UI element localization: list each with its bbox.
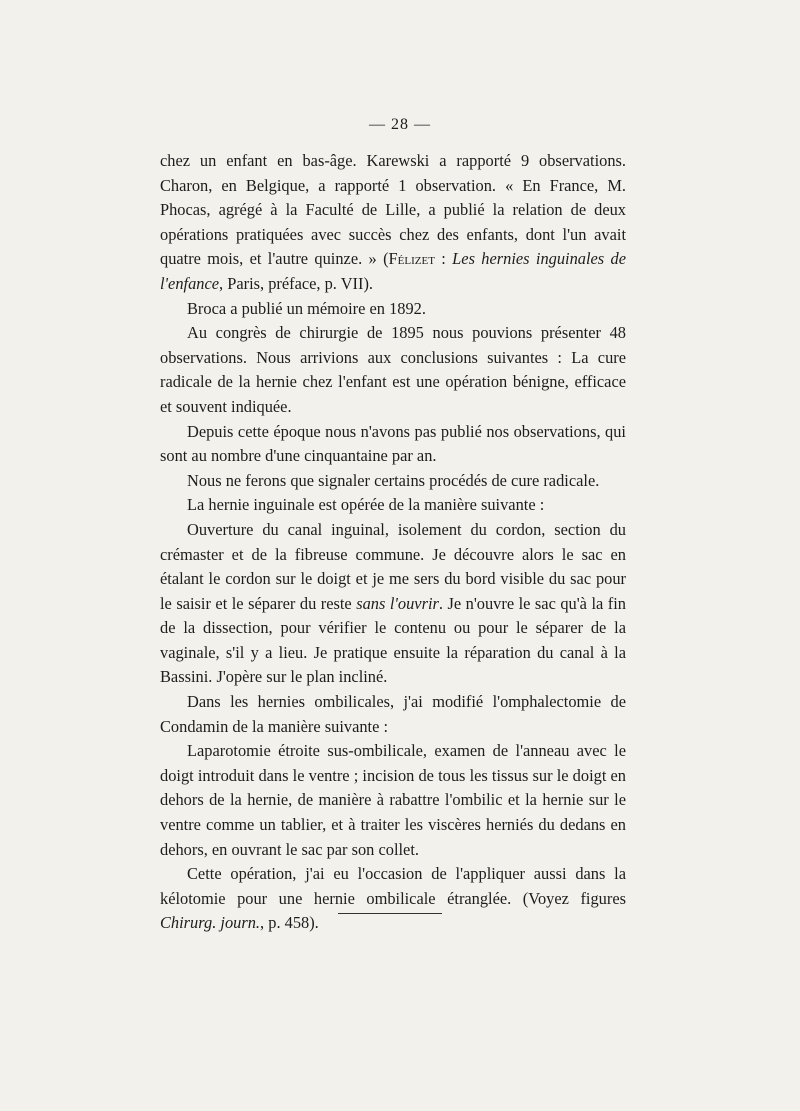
emphasis: sans l'ouvrir <box>356 593 439 613</box>
paragraph: chez un enfant en bas-âge. Karewski a rapporté 9 observations. Charon, en Belgique, a rapporté 1 observation. « En France, M. Phocas, agrégé à la Faculté de Lille, a publié la relation de deux opérations pratiquées avec succès chez des enfants, dont l'un avait quatre mois, et l'autre quinze. » (Félizet : Les hernies inguinales de l'enfance, Paris, préface, p. VII). <box>160 151 626 293</box>
page-number: — 28 — <box>369 116 431 133</box>
body-text <box>160 149 626 936</box>
paragraph: Ouverture du canal inguinal, isolement du cordon, section du crémaster et de la fibreuse commune. Je découvre alors le sac en étalant le cordon sur le doigt et je me sers du bord visible du sac pour le saisir et le séparer du reste sans l'ouvrir. Je n'ouvre le sac qu'à la fin de la dissection, pour vérifier le contenu ou pour le séparer de la vaginale, s'il y a lieu. Je pratique ensuite la réparation du canal à la Bassini. J'opère sur le plan incliné. <box>160 519 626 687</box>
paragraph: Dans les hernies ombilicales, j'ai modifié l'omphalectomie de Condamin de la manière suivante : <box>160 692 626 736</box>
paragraph: Cette opération, j'ai eu l'occasion de l'appliquer aussi dans la kélotomie pour une hernie ombilicale étranglée. (Voyez figures Chirurg. journ., p. 458). <box>160 864 626 933</box>
paragraph: Broca a publié un mémoire en 1892. <box>187 298 426 318</box>
paragraph: La hernie inguinale est opérée de la manière suivante : <box>187 495 545 515</box>
paragraph: Nous ne ferons que signaler certains procédés de cure radicale. <box>187 470 600 490</box>
journal-reference: Chirurg. journ. <box>160 913 261 933</box>
book-title: Les hernies inguinales de l'enfance <box>160 249 626 293</box>
author-name: Félizet <box>388 249 435 269</box>
paragraph: Au congrès de chirurgie de 1895 nous pouvions présenter 48 observations. Nous arrivions aux conclusions suivantes : La cure radicale de la hernie chez l'enfant est une opération bénigne, efficace et souvent indiquée. <box>160 323 626 416</box>
section-divider <box>338 913 442 914</box>
paragraph: Depuis cette époque nous n'avons pas publié nos observations, qui sont au nombre d'une cinquantaine par an. <box>160 421 626 466</box>
paragraph: Laparotomie étroite sus-ombilicale, examen de l'anneau avec le doigt introduit dans le ventre ; incision de tous les tissus sur le doigt en dehors de la hernie, de manière à rabattre l'ombilic et la hernie sur le ventre comme un tablier, et à traiter les viscères herniés du dedans en dehors, en ouvrant le sac par son collet. <box>160 741 626 859</box>
